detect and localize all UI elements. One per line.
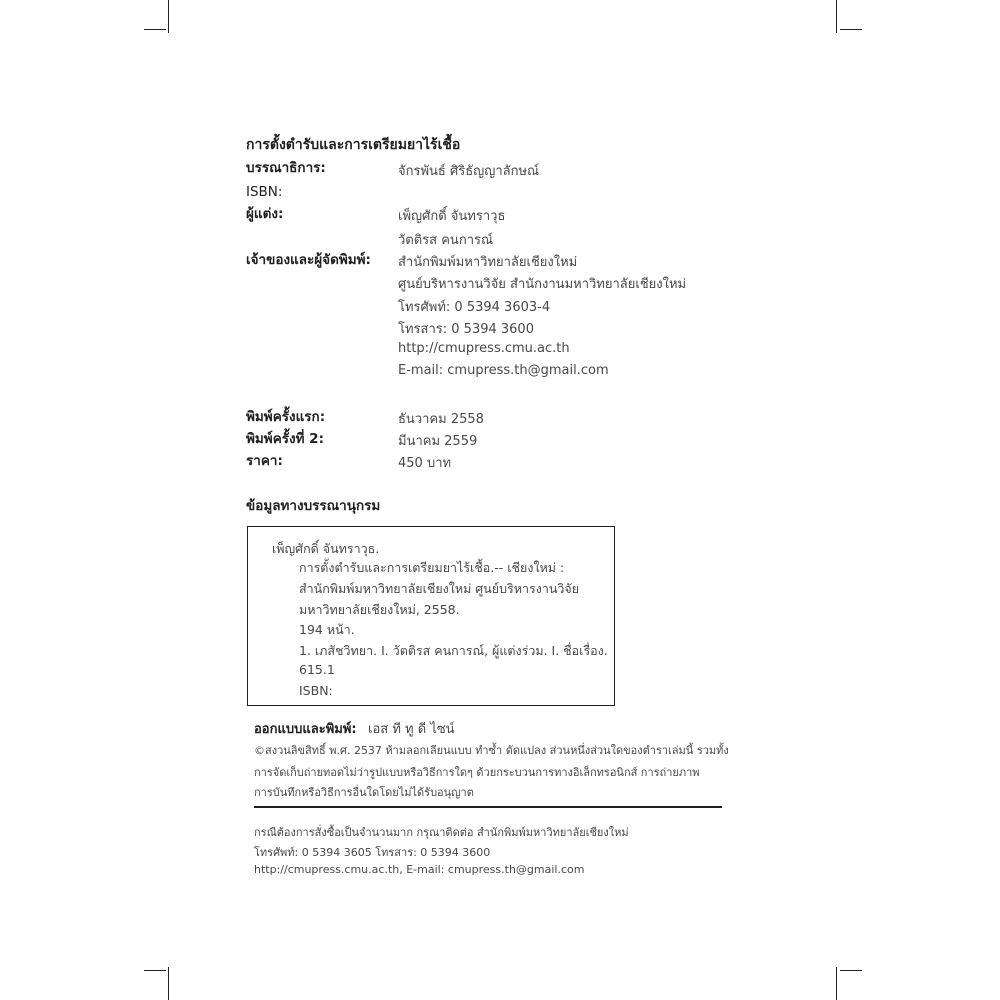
publisher-line: ศูนย์บริหารงานวิจัย สำนักงานมหาวิทยาลัยเชียงใหม่: [398, 277, 687, 292]
authors-label: ผู้แต่ง:: [246, 206, 284, 222]
book-title: การตั้งตำรับและการเตรียมยาไร้เชื้อ: [246, 137, 461, 153]
price-value: 450 บาท: [398, 456, 452, 471]
price-label: ราคา:: [246, 453, 283, 469]
crop-mark-top-left: [168, 0, 169, 33]
copyright-line: การจัดเก็บถ่ายทอดไม่ว่ารูปแบบหรือวิธีการใดๆ ด้วยกระบวนการทางอิเล็กทรอนิกส์ การถ่ายภาพ: [254, 766, 700, 779]
catalog-classification: 615.1: [299, 662, 335, 677]
catalog-isbn: ISBN:: [299, 683, 333, 698]
catalog-pages: 194 หน้า.: [299, 622, 355, 637]
catalog-line: มหาวิทยาลัยเชียงใหม่, 2558.: [299, 602, 460, 617]
crop-mark-bottom-left: [168, 967, 169, 1000]
crop-mark-top-right-h: [840, 29, 862, 30]
publisher-website: http://cmupress.cmu.ac.th: [398, 341, 570, 356]
order-info-line: กรณีต้องการสั่งซื้อเป็นจำนวนมาก กรุณาติดต่อ สำนักพิมพ์มหาวิทยาลัยเชียงใหม่: [254, 826, 629, 839]
first-print-value: ธันวาคม 2558: [398, 412, 484, 427]
crop-mark-top-left-h: [144, 29, 166, 30]
publisher-email: E-mail: cmupress.th@gmail.com: [398, 363, 609, 378]
copyright-line: ©สงวนลิขสิทธิ์ พ.ศ. 2537 ห้ามลอกเลียนแบบ ทำซ้ำ ดัดแปลง ส่วนหนึ่งส่วนใดของตำราเล่มนี้ รวมทั้ง: [254, 744, 729, 757]
editor-value: จักรพันธ์ ศิริธัญญาลักษณ์: [398, 164, 540, 179]
isbn-label: ISBN:: [246, 184, 283, 200]
catalog-line: สำนักพิมพ์มหาวิทยาลัยเชียงใหม่ ศูนย์บริหารงานวิจัย: [299, 581, 580, 596]
publisher-phone: โทรศัพท์: 0 5394 3603-4: [398, 300, 551, 315]
copyright-line: การบันทึกหรือวิธีการอื่นใดโดยไม่ได้รับอนุญาต: [254, 786, 474, 799]
second-print-value: มีนาคม 2559: [398, 434, 478, 449]
order-info-phone: โทรศัพท์: 0 5394 3605 โทรสาร: 0 5394 3600: [254, 846, 491, 859]
second-print-label: พิมพ์ครั้งที่ 2:: [246, 431, 324, 447]
author-name: เพ็ญศักดิ์ จันทราวุธ: [398, 209, 506, 224]
catalog-heading: ข้อมูลทางบรรณานุกรม: [246, 498, 381, 514]
author-name: วัตติรส คนการณ์: [398, 233, 494, 248]
crop-mark-bottom-right: [836, 967, 837, 1000]
catalog-subjects: 1. เภสัชวิทยา. I. วัตติรส คนการณ์, ผู้แต่งร่วม. I. ชื่อเรื่อง.: [299, 643, 608, 658]
design-label: ออกแบบและพิมพ์:: [254, 722, 357, 737]
crop-mark-bottom-left-h: [144, 970, 166, 971]
publisher-label: เจ้าของและผู้จัดพิมพ์:: [246, 252, 371, 268]
catalog-line: การตั้งตำรับและการเตรียมยาไร้เชื้อ.-- เชียงใหม่ :: [299, 560, 565, 575]
divider: [254, 806, 722, 808]
design-value: เอส ที ทู ดี ไซน์: [368, 722, 455, 737]
editor-label: บรรณาธิการ:: [246, 160, 326, 176]
catalog-author: เพ็ญศักดิ์ จันทราวุธ.: [272, 541, 380, 556]
publisher-fax: โทรสาร: 0 5394 3600: [398, 322, 534, 337]
publisher-line: สำนักพิมพ์มหาวิทยาลัยเชียงใหม่: [398, 255, 578, 270]
crop-mark-top-right: [836, 0, 837, 33]
order-info-web: http://cmupress.cmu.ac.th, E-mail: cmupress.th@gmail.com: [254, 863, 585, 876]
first-print-label: พิมพ์ครั้งแรก:: [246, 409, 326, 425]
crop-mark-bottom-right-h: [840, 970, 862, 971]
